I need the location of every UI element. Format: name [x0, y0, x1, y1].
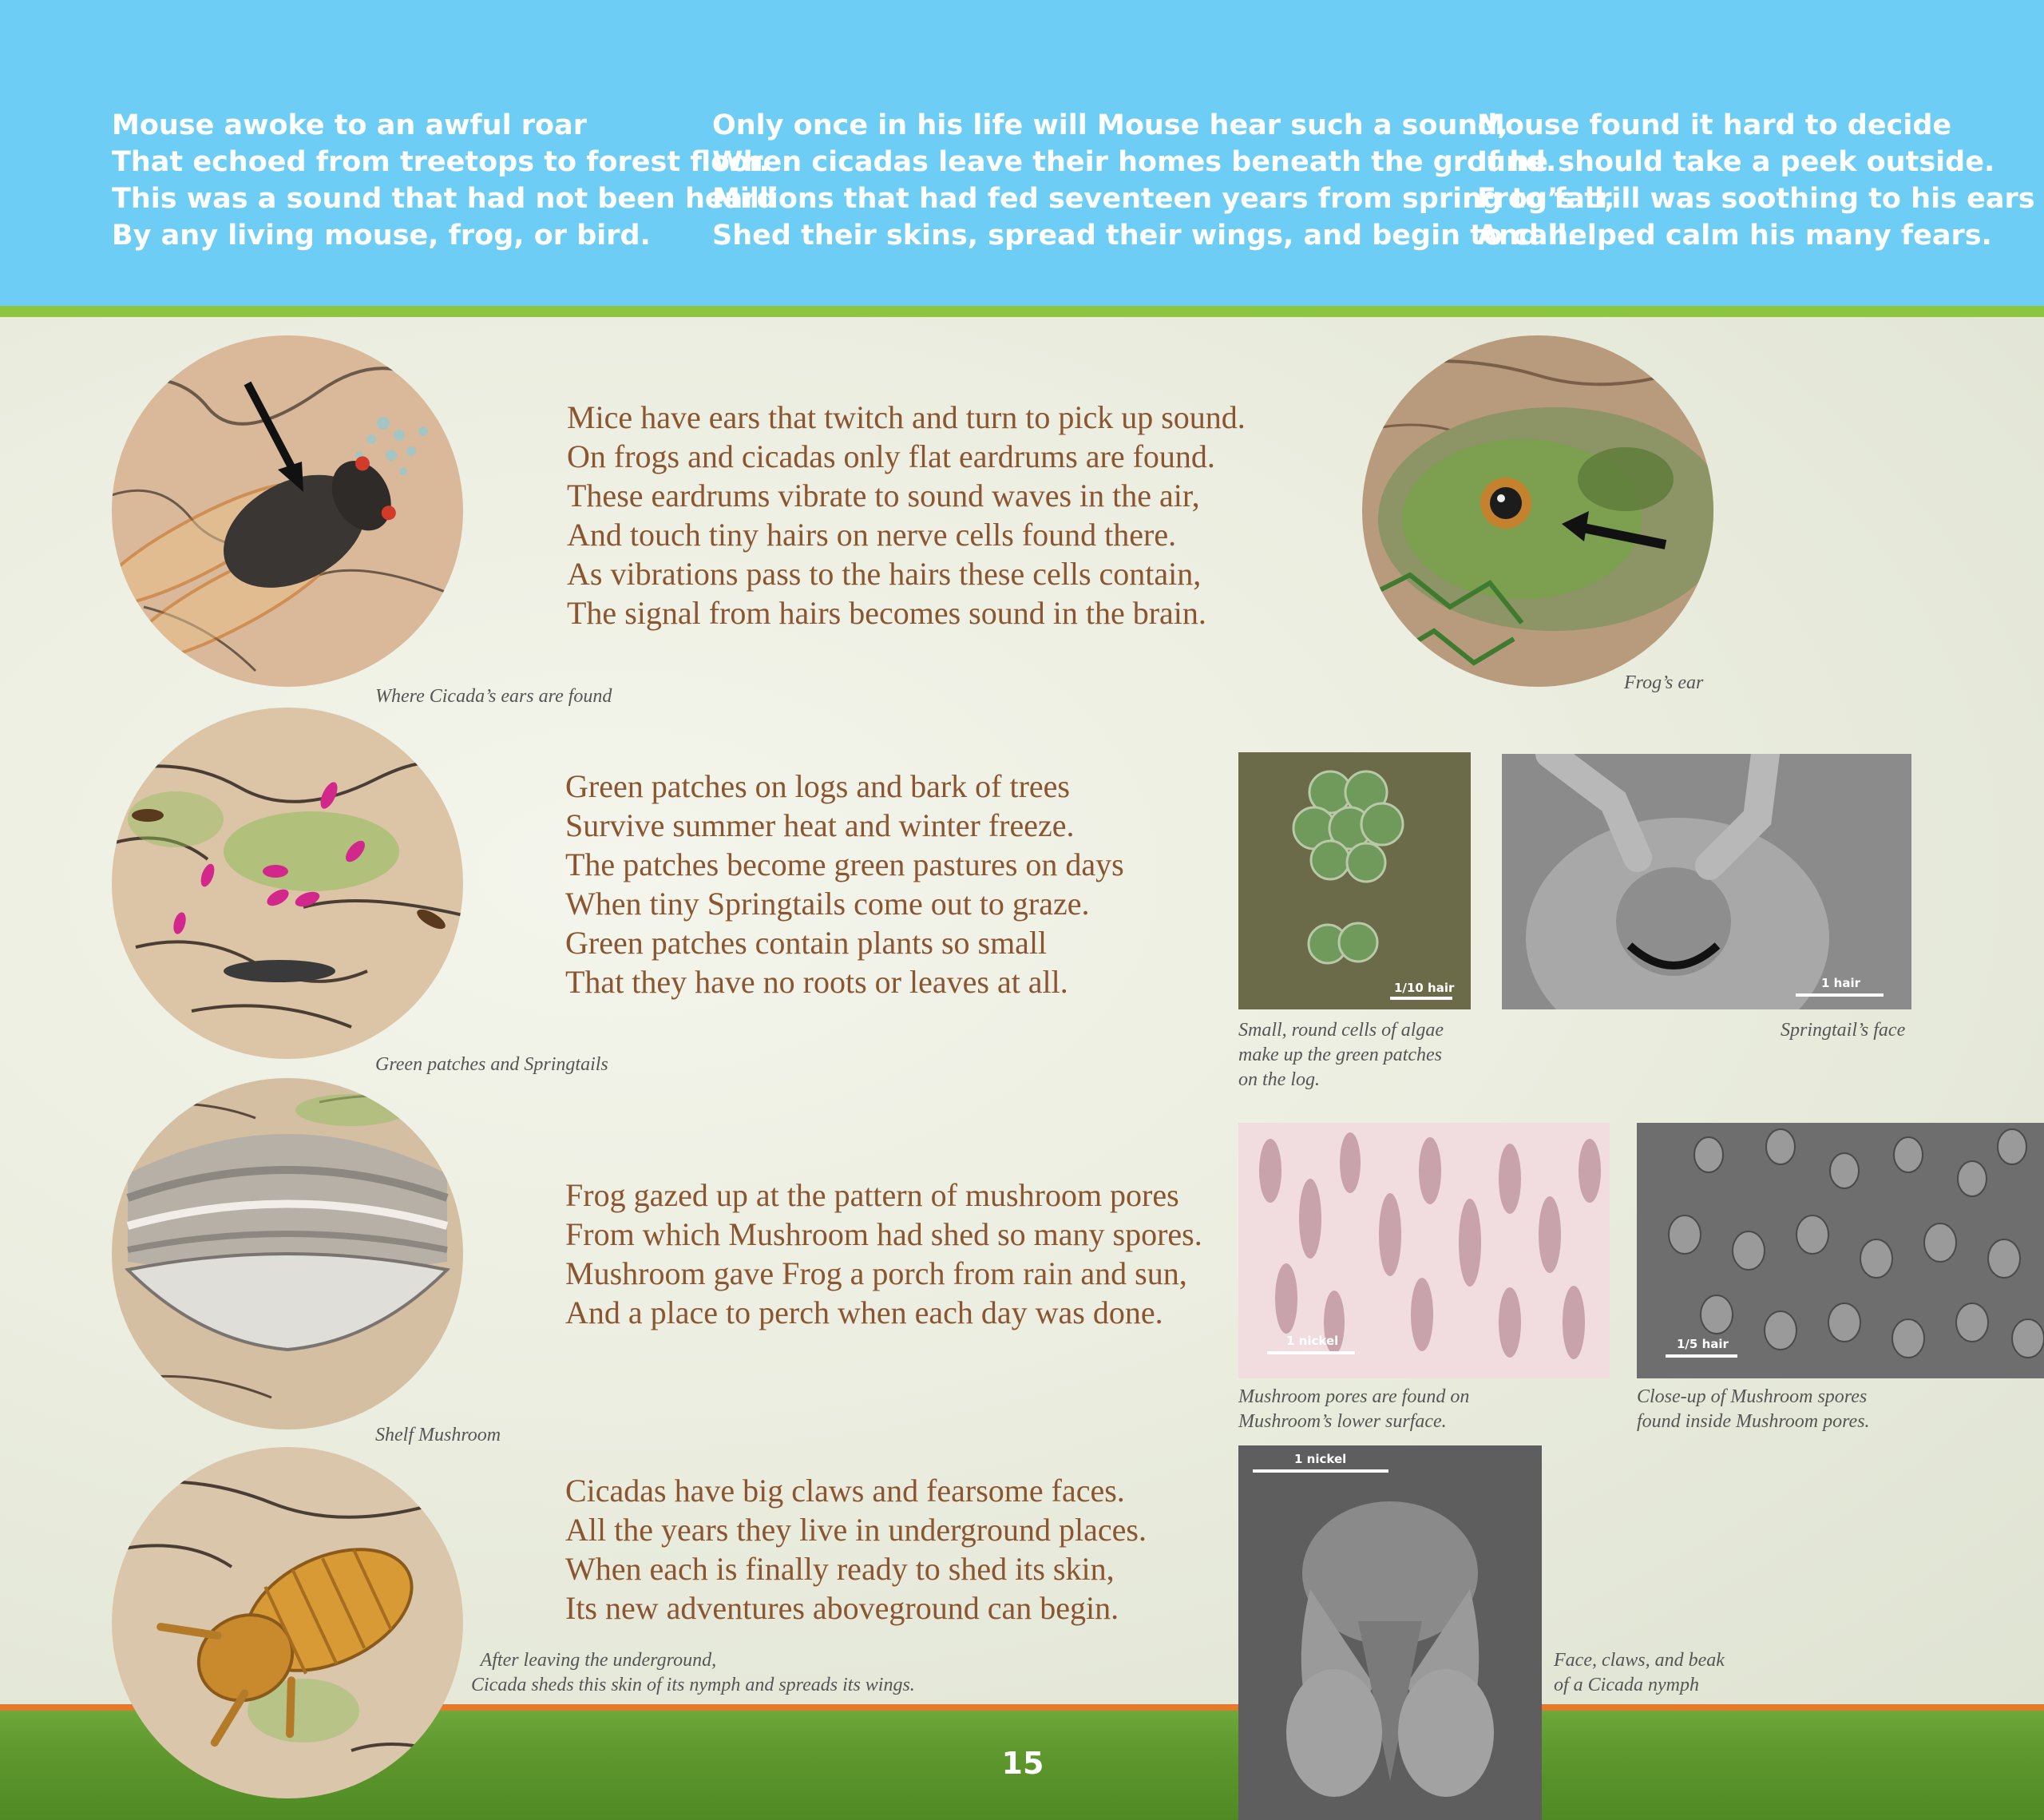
frog-ear-illustration — [1362, 335, 1713, 687]
nymph-skin-caption: After leaving the underground, Cicada sheds this skin of its nymph and spreads its wings. — [471, 1650, 915, 1695]
algae-scale-label: 1/10 hair — [1394, 981, 1455, 995]
spores-scale-bar — [1666, 1354, 1737, 1358]
verse-left: Mouse awoke to an awful roar That echoed from treetops to forest floor. This was a sound that had not been heard By any living mouse, frog, or bird. — [112, 109, 777, 252]
mushroom-spores-photo — [1637, 1123, 2044, 1378]
springtail-face-photo — [1502, 754, 1911, 1009]
algae-photo — [1238, 752, 1471, 1009]
frog-ear-caption: Frog’s ear — [1624, 672, 1704, 693]
poem-ears: Mice have ears that twitch and turn to pick up sound. On frogs and cicadas only flat eardrums are found. These eardrums vibrate to sound waves in the air, And touch tiny hairs on nerve cells found there. As vibrations pass to the hairs these cells contain, The signal from hairs becomes sound in the brain. — [567, 399, 1246, 631]
cicada-nymph-face-photo — [1238, 1445, 1542, 1820]
poem-patches: Green patches on logs and bark of trees Survive summer heat and winter freeze. The patches become green pastures on days When tiny Springtails come out to graze. Green patches contain plants so small That they have no roots or leaves at all. — [565, 768, 1124, 1000]
cicada-ear-illustration — [112, 335, 463, 687]
pores-scale-label: 1 nickel — [1286, 1334, 1339, 1348]
page-number: 15 — [1001, 1746, 1044, 1781]
nymph-scale-bar — [1253, 1469, 1388, 1473]
verse-middle: Only once in his life will Mouse hear such a sound, When cicadas leave their homes beneath the ground. Millions that had fed seventeen years from spring to fall, Shed their skins, spread their wings, and begin to call. — [712, 109, 1615, 252]
shelf-mushroom-caption: Shelf Mushroom — [375, 1425, 501, 1445]
nymph-scale-label: 1 nickel — [1294, 1452, 1347, 1466]
cicada-ears-caption: Where Cicada’s ears are found — [375, 686, 612, 707]
pores-scale-bar — [1267, 1351, 1355, 1354]
springtail-face-caption: Springtail’s face — [1781, 1020, 1906, 1041]
poem-cicada: Cicadas have big claws and fearsome faces. All the years they live in underground places. When each is finally ready to shed its skin, Its new adventures aboveground can begin. — [565, 1473, 1147, 1626]
verse-right: Mouse found it hard to decide If he should take a peek outside. Frog’s trill was soothing to his ears And helped calm his many fears. — [1477, 109, 2035, 252]
green-patches-caption: Green patches and Springtails — [375, 1054, 608, 1075]
algae-caption: Small, round cells of algae make up the green patches on the log. — [1238, 1020, 1444, 1090]
mushroom-pores-photo — [1238, 1123, 1610, 1378]
spores-caption: Close-up of Mushroom spores found inside Mushroom pores. — [1637, 1386, 1870, 1432]
green-divider — [0, 306, 2044, 317]
algae-scale-bar — [1390, 997, 1452, 1000]
springtail-scale-bar — [1796, 993, 1884, 997]
nymph-face-caption: Face, claws, and beak of a Cicada nymph — [1554, 1650, 1725, 1695]
poem-mushroom: Frog gazed up at the pattern of mushroom pores From which Mushroom had shed so many spores. Mushroom gave Frog a porch from rain and sun, And a place to perch when each day was done. — [565, 1177, 1202, 1330]
shelf-mushroom-illustration — [112, 1078, 463, 1429]
spores-scale-label: 1/5 hair — [1677, 1337, 1729, 1351]
mushroom-pores-caption: Mushroom pores are found on Mushroom’s lower surface. — [1238, 1386, 1470, 1432]
nymph-skin-illustration — [112, 1447, 463, 1798]
green-patches-illustration — [112, 708, 463, 1059]
springtail-scale-label: 1 hair — [1821, 976, 1860, 990]
